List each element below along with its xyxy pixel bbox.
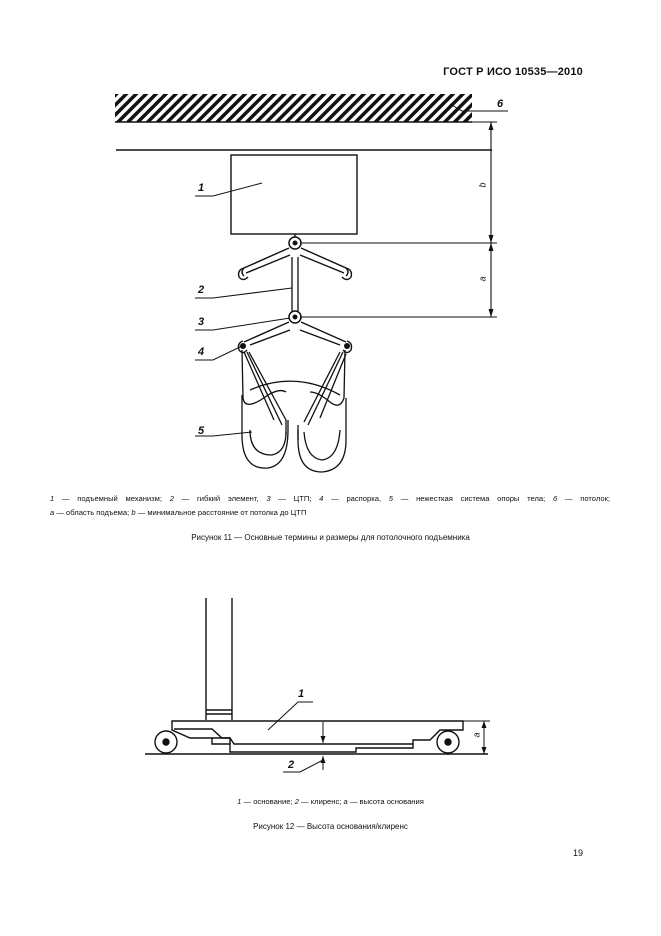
figure-11-caption: Рисунок 11 — Основные термины и размеры для потолочного подъемника	[191, 533, 470, 542]
fig12-label-1: 1	[298, 688, 305, 700]
fig11-label-6: 6	[497, 98, 504, 110]
figure-11-legend-line-2: a — область подъема; b — минимальное расстояние от потолка до ЦТП	[50, 508, 307, 517]
fig11-label-3: 3	[198, 316, 205, 328]
figure-12-legend: 1 — основание; 2 — клиренс; a — высота основания	[237, 797, 424, 806]
fig12-dimension-a-label: a	[471, 732, 482, 738]
dimension-b-label: b	[477, 182, 488, 188]
page-number: 19	[572, 848, 583, 858]
fig11-label-1: 1	[198, 182, 205, 194]
fig11-label-4: 4	[198, 346, 205, 358]
fig11-label-2: 2	[198, 284, 205, 296]
lift-base	[172, 721, 463, 752]
fig12-label-2: 2	[288, 759, 295, 771]
figure-11-legend-line-1: 1 — подъемный механизм; 2 — гибкий элемент, 3 — ЦТП; 4 — распорка, 5 — нежесткая система опоры тела; 6 — потолок;	[50, 494, 611, 503]
fig11-label-5: 5	[198, 425, 205, 437]
document-code-header: ГОСТ Р ИСО 10535—2010	[443, 66, 583, 78]
figure-12-caption: Рисунок 12 — Высота основания/клиренс	[253, 822, 408, 831]
dimension-a-label: a	[477, 276, 488, 282]
